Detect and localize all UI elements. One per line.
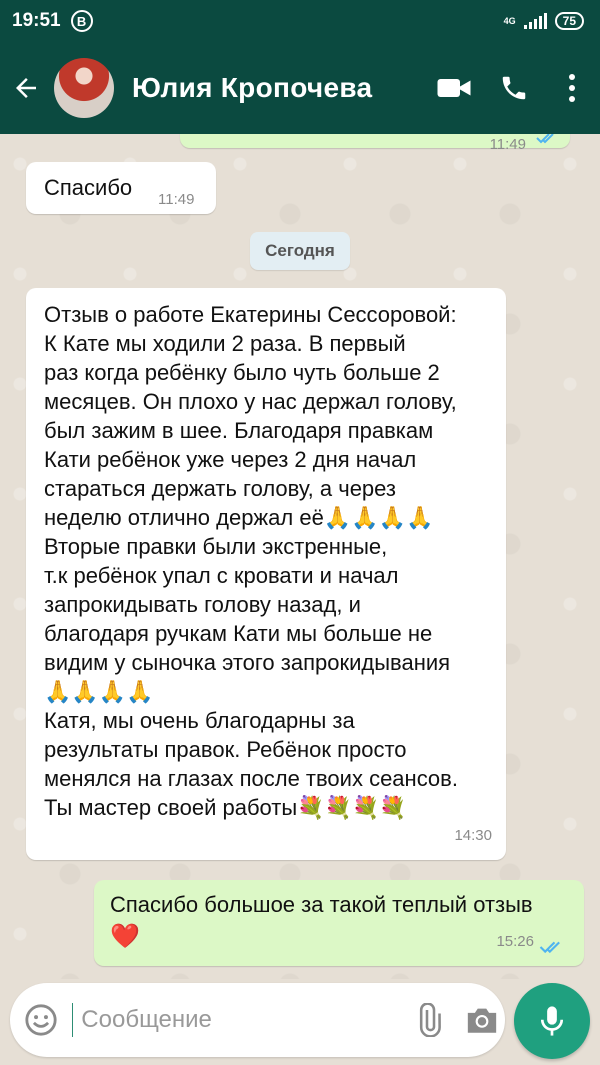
camera-icon [465,1005,499,1035]
emoji-button[interactable] [16,983,66,1057]
video-call-icon [436,73,472,103]
attach-button[interactable] [407,983,448,1057]
double-check-icon [536,134,556,144]
date-separator: Сегодня [250,232,350,270]
message-time: 15:26 [496,933,534,950]
battery-level: 75 [562,14,576,28]
attach-icon [411,1003,445,1037]
message-time: 11:49 [489,136,526,153]
battery-icon [555,12,584,30]
emoji-icon [24,1003,58,1037]
message-time: 11:49 [158,191,195,208]
message-input[interactable] [81,1006,371,1034]
message-line: Кати ребёнок уже через 2 дня начал [44,447,417,472]
b-notification-icon: B [71,10,93,32]
message-line: Катя, мы очень благодарны за [44,708,355,733]
outgoing-message[interactable] [94,880,584,966]
status-bar [0,0,600,42]
message-line: неделю отлично держал её🙏🙏🙏🙏 [44,505,434,530]
message-line: запрокидывать голову назад, и [44,592,361,617]
message-composer [10,983,505,1057]
message-line: видим у сыночка этого запрокидывания [44,650,451,675]
incoming-message[interactable] [26,288,506,860]
chat-area[interactable] [0,134,600,979]
signal-icon [524,13,547,29]
heart-emoji: ❤️ [110,923,140,950]
partial-outgoing-message[interactable] [180,134,570,153]
back-button[interactable] [0,42,52,134]
contact-name[interactable]: Юлия Кропочева [132,72,373,103]
message-line: Отзыв о работе Екатерины Сессоровой: [44,302,457,327]
back-arrow-icon [11,73,41,103]
message-line: стараться держать голову, а через [44,476,396,501]
message-line: месяцев. Он плохо у нас держал голову, [44,389,457,414]
message-line: менялся на глазах после твоих сеансов. [44,766,458,791]
status-time: 19:51 [12,10,61,31]
message-line: раз когда ребёнку было чуть больше 2 [44,360,440,385]
message-text: Спасибо [44,175,133,200]
message-line: благодаря ручкам Кати мы больше не [44,621,433,646]
message-text: Спасибо большое за такой теплый отзыв [110,892,533,917]
message-line: 🙏🙏🙏🙏 [44,679,154,704]
message-line: Ты мастер своей работы💐💐💐💐 [44,795,407,820]
video-call-button[interactable] [424,42,484,134]
network-type: 4G [503,16,516,26]
message-time: 14:30 [454,827,492,844]
mic-icon [537,1004,567,1038]
text-cursor [72,1003,74,1037]
more-vertical-icon [568,73,576,103]
message-line: был зажим в шее. Благодаря правкам [44,418,434,443]
incoming-message[interactable] [26,162,216,214]
chat-header [0,42,600,134]
voice-call-button[interactable] [484,42,544,134]
phone-icon [499,73,529,103]
message-line: К Кате мы ходили 2 раза. В первый [44,331,406,356]
voice-record-button[interactable] [514,983,590,1059]
message-line: Вторые правки были экстренные, [44,534,388,559]
double-check-icon [538,940,564,954]
camera-button[interactable] [459,983,505,1057]
avatar[interactable] [54,58,114,118]
message-line: результаты правок. Ребёнок просто [44,737,407,762]
more-options-button[interactable] [544,42,600,134]
message-line: т.к ребёнок упал с кровати и начал [44,563,399,588]
